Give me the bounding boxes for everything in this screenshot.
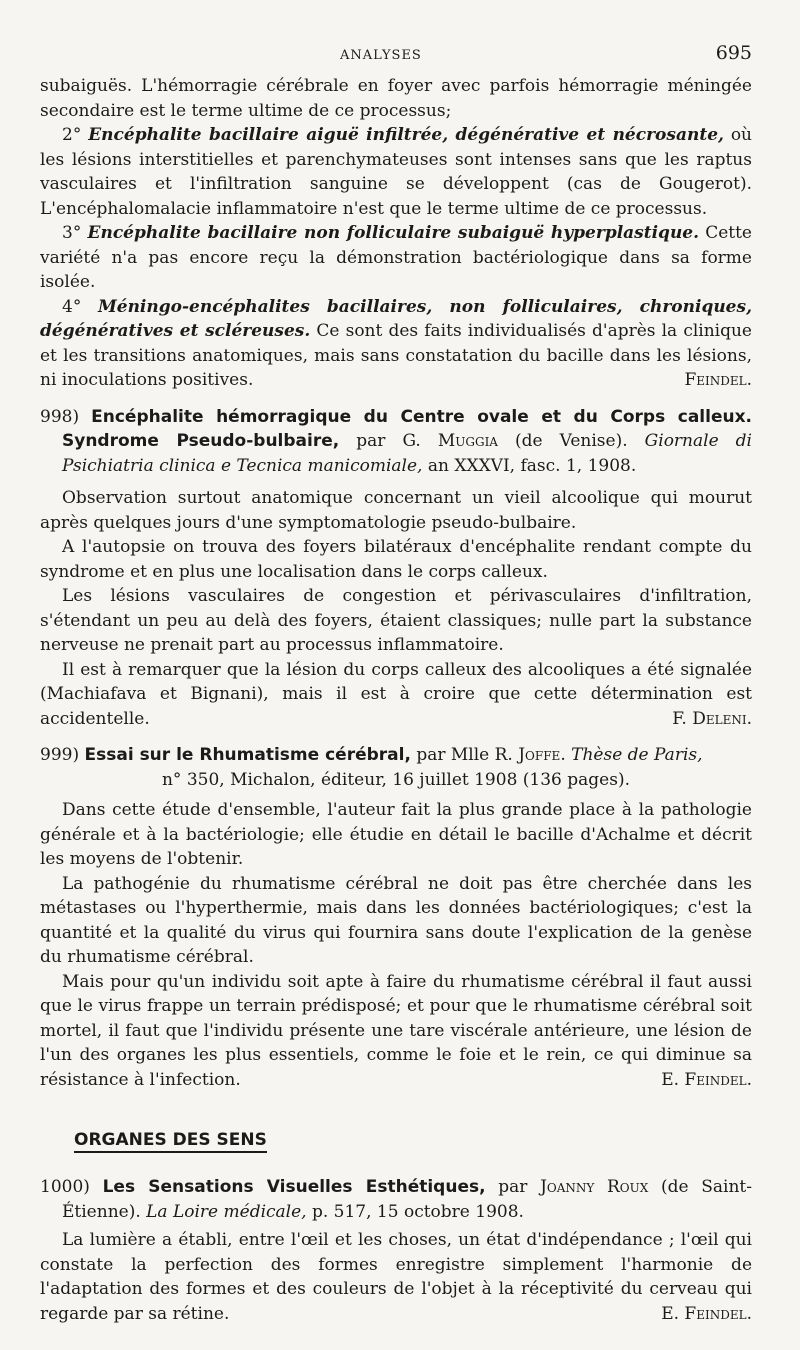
signature: E. Feindel. [661, 1069, 752, 1090]
entry-author: Muggia [437, 431, 498, 451]
intro-paragraph-4 [40, 295, 752, 393]
intro-paragraph-2 [40, 123, 752, 221]
item-number: 3° [62, 223, 82, 243]
entry-999-paragraph [40, 970, 752, 1093]
item-text: Ce sont des faits individualisés d'après la clinique et les transitions anatomiques, mais sans constatation du bacille dans les lésions, ni inoculations positives. [40, 321, 752, 390]
entry-by: par [485, 1177, 541, 1197]
entry-title: Encéphalite hémorragique du Centre ovale et du Corps calleux. Syndrome Pseudo-bulbaire, [62, 406, 753, 451]
entry-sep: . [560, 745, 572, 765]
entry-title: Essai sur le Rhumatisme cérébral, [84, 745, 411, 765]
page [40, 40, 752, 1326]
entry-reference: n° 350, Michalon, éditeur, 16 juillet 1908 (136 pages). [161, 769, 630, 790]
paragraph-text: Il est à remarquer que la lésion du corps calleux des alcooliques a été signalée (Machiafava et Bignani), mais il est à croire que cette détermination est accidentelle. [40, 659, 752, 729]
entry-998-paragraph [40, 658, 752, 732]
entry-999-heading [40, 743, 752, 792]
running-title: ANALYSES [340, 48, 422, 63]
section-heading: ORGANES DES SENS [74, 1130, 267, 1153]
entry-thesis: Thèse de Paris, [571, 745, 703, 765]
entry-author: Joanny Roux [540, 1177, 649, 1197]
entry-by: par G. [339, 431, 438, 451]
paragraph-text: Mais pour qu'un individu soit apte à faire du rhumatisme cérébral il faut aussi que le virus frappe un terrain prédisposé; et pour que le rhumatisme cérébral soit mortel, il faut que l'individu présente une tare viscérale antérieure, une lésion de l'un des organes les plus essentiels, comme le foie et le rein, ce qui diminue sa résistance à l'infection. [40, 971, 752, 1090]
entry-1000-paragraph [40, 1228, 752, 1326]
entry-place: (de Venise). [497, 431, 645, 451]
item-number: 2° [62, 125, 82, 145]
entry-999-paragraph: La pathogénie du rhumatisme cérébral ne doit pas être cherchée dans les métastases ou l'hyperthermie, mais dans les données bactériologiques; c'est la quantité et la qualité du virus qui fournira sans doute l'explication de la genèse du rhumatisme cérébral. [40, 873, 752, 967]
entry-number: 999) [40, 745, 80, 765]
item-title: Méningo-encéphalites bacillaires, non folliculaires, chroniques, dégénératives et scléreuses. [40, 296, 752, 341]
intro-paragraph-3 [40, 221, 752, 295]
item-number: 4° [62, 296, 82, 317]
item-text: où les lésions interstitielles et parenchymateuses sont intenses sans que les raptus vasculaires et l'infiltration sanguine se développent (cas de Gougerot). L'encéphalomalacie inflammatoire n'est que le terme ultime de ce processus. [40, 125, 753, 219]
entry-998-paragraph: Les lésions vasculaires de congestion et périvasculaires d'infiltration, s'étendant un peu au delà des foyers, étaient classiques; nulle part la substance nerveuse ne prenait part au processus inflammatoire. [40, 586, 752, 655]
running-head [40, 40, 752, 74]
entry-998-paragraph: Observation surtout anatomique concernant un vieil alcoolique qui mourut après quelques jours d'une symptomatologie pseudo-bulbaire. [40, 488, 752, 533]
entry-place: (de Saint-Étienne). [62, 1177, 752, 1222]
entry-998-heading [40, 405, 752, 479]
entry-1000-heading [40, 1175, 752, 1224]
page-number: 695 [715, 42, 752, 64]
entry-999-paragraph: Dans cette étude d'ensemble, l'auteur fait la plus grande place à la pathologie générale et à la bactériologie; elle étudie en détail le bacille d'Achalme et décrit les moyens de l'obtenir. [40, 800, 752, 869]
item-title: Encéphalite bacillaire non folliculaire subaiguë hyperplastique. [87, 223, 700, 243]
entry-998-paragraph: A l'autopsie on trouva des foyers bilatéraux d'encéphalite rendant compte du syndrome et en plus une localisation dans le corps calleux. [40, 537, 752, 582]
signature: F. Deleni. [672, 708, 752, 729]
entry-title: Les Sensations Visuelles Esthétiques, [102, 1177, 486, 1197]
entry-reference: an XXXVI, fasc. 1, 1908. [422, 455, 637, 476]
intro-paragraph-1: subaiguës. L'hémorragie cérébrale en foyer avec parfois hémorragie méningée secondaire est le terme ultime de ce processus; [40, 76, 752, 121]
entry-journal: Giornale di Psichiatria clinica e Tecnica manicomiale, [62, 431, 752, 476]
entry-number: 998) [40, 406, 80, 427]
item-text: Cette variété n'a pas encore reçu la démonstration bactériologique dans sa forme isolée. [40, 223, 752, 292]
entry-by: par Mlle R. [410, 745, 519, 765]
paragraph-text: La lumière a établi, entre l'œil et les choses, un état d'indépendance ; l'œil qui constate la perfection des formes enregistre simplement l'harmonie de l'adaptation des formes et des couleurs de l'objet à la réceptivité du cerveau qui regarde par sa rétine. [40, 1230, 752, 1324]
signature: Feindel. [684, 370, 752, 390]
entry-author: Joffe [518, 745, 561, 765]
entry-journal: La Loire médicale, [146, 1201, 307, 1222]
entry-number: 1000) [40, 1177, 90, 1197]
item-title: Encéphalite bacillaire aiguë infiltrée, dégénérative et nécrosante, [88, 125, 724, 145]
entry-reference: p. 517, 15 octobre 1908. [306, 1201, 524, 1222]
signature: E. Feindel. [661, 1303, 752, 1324]
